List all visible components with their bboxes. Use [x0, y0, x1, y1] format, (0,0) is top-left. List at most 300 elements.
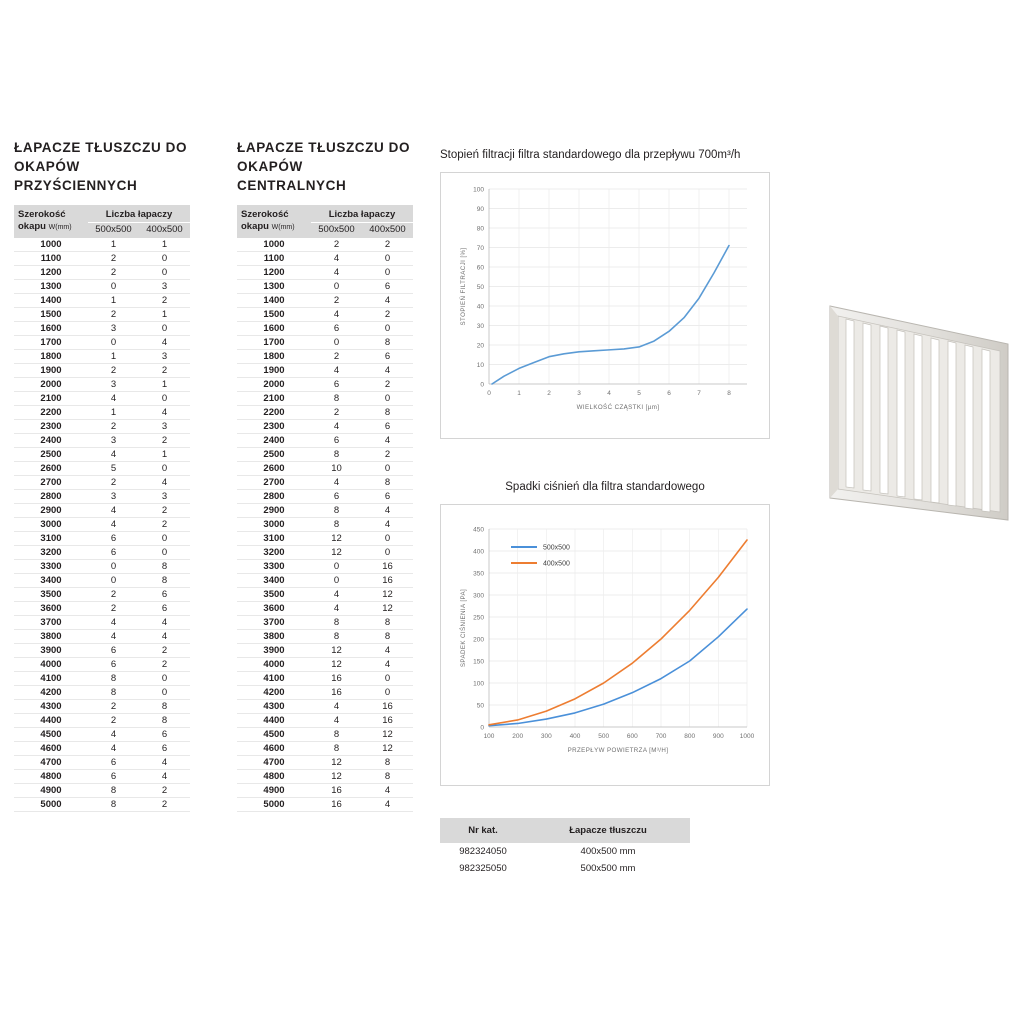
cell-400x500: 8: [362, 756, 413, 770]
cell-width: 3100: [14, 532, 88, 546]
cell-width: 1400: [14, 294, 88, 308]
y-tick-label: 250: [473, 614, 484, 622]
wall-hoods-table: [14, 205, 190, 812]
x-tick-label: 5: [637, 390, 641, 397]
table-row: [14, 308, 190, 322]
table-row: [14, 462, 190, 476]
cell-400x500: 4: [139, 336, 190, 350]
cell-400x500: 2: [139, 658, 190, 672]
cell-width: 4400: [14, 714, 88, 728]
cell-width: 4900: [14, 784, 88, 798]
cell-400x500: 2: [139, 518, 190, 532]
central-hoods-table: [237, 205, 413, 812]
cell-width: 3500: [237, 588, 311, 602]
cell-width: 2000: [237, 378, 311, 392]
cell-500x500: 1: [88, 238, 139, 252]
cell-500x500: 16: [311, 672, 362, 686]
table-row: [14, 658, 190, 672]
table-row: [14, 378, 190, 392]
cell-width: 4800: [237, 770, 311, 784]
cell-500x500: 0: [311, 574, 362, 588]
cell-400x500: 2: [139, 798, 190, 812]
cell-width: 2700: [237, 476, 311, 490]
table-row: [237, 420, 413, 434]
x-tick-label: 7: [697, 390, 701, 397]
cell-400x500: 16: [362, 714, 413, 728]
cell-500x500: 2: [311, 238, 362, 252]
cell-width: 4800: [14, 770, 88, 784]
cell-500x500: 10: [311, 462, 362, 476]
cell-500x500: 16: [311, 798, 362, 812]
table-row: [14, 252, 190, 266]
y-tick-label: 0: [480, 381, 484, 389]
cell-500x500: 6: [311, 434, 362, 448]
cell-500x500: 8: [88, 784, 139, 798]
table-row: [237, 490, 413, 504]
x-tick-label: 400: [569, 733, 581, 740]
legend-label: 500x500: [543, 544, 570, 552]
cell-500x500: 1: [88, 294, 139, 308]
cell-width: 4200: [14, 686, 88, 700]
table-row: [14, 504, 190, 518]
cell-500x500: 4: [311, 714, 362, 728]
y-tick-label: 100: [473, 680, 484, 688]
cell-400x500: 2: [139, 504, 190, 518]
cell-500x500: 12: [311, 770, 362, 784]
table-row: [237, 434, 413, 448]
table-row: [237, 574, 413, 588]
table-row: [237, 770, 413, 784]
cell-500x500: 4: [311, 364, 362, 378]
cell-400x500: 6: [139, 728, 190, 742]
cell-400x500: 2: [362, 378, 413, 392]
wall-hoods-table-block: [14, 138, 190, 812]
y-tick-label: 80: [476, 225, 484, 233]
cell-width: 2800: [237, 490, 311, 504]
cell-500x500: 16: [311, 784, 362, 798]
cell-width: 1100: [14, 252, 88, 266]
cell-400x500: 8: [139, 714, 190, 728]
cell-400x500: 6: [362, 280, 413, 294]
pressure-drop-chart-title: Spadki ciśnień dla filtra standardowego: [505, 481, 705, 493]
cell-width: 1900: [237, 364, 311, 378]
cell-500x500: 3: [88, 378, 139, 392]
cell-500x500: 4: [88, 616, 139, 630]
cell-400x500: 8: [362, 476, 413, 490]
cell-500x500: 4: [88, 448, 139, 462]
cell-width: 1500: [14, 308, 88, 322]
cell-width: 4000: [14, 658, 88, 672]
y-tick-label: 400: [473, 548, 484, 556]
catalogue-code: 982325050: [459, 863, 507, 874]
table-row: [14, 588, 190, 602]
cell-400x500: 0: [139, 322, 190, 336]
cell-width: 3800: [237, 630, 311, 644]
cell-500x500: 2: [88, 252, 139, 266]
table-row: [237, 742, 413, 756]
y-tick-label: 450: [473, 526, 484, 534]
table-row: [237, 518, 413, 532]
x-tick-label: 1: [517, 390, 521, 397]
y-tick-label: 200: [473, 636, 484, 644]
central-header-width-sub: W(mm): [271, 224, 295, 231]
cell-500x500: 8: [311, 448, 362, 462]
cell-400x500: 16: [362, 560, 413, 574]
cell-width: 3800: [14, 630, 88, 644]
cell-500x500: 6: [88, 756, 139, 770]
cell-width: 3400: [237, 574, 311, 588]
cell-width: 1600: [14, 322, 88, 336]
cell-500x500: 4: [311, 308, 362, 322]
cell-width: 1900: [14, 364, 88, 378]
cell-width: 4700: [237, 756, 311, 770]
table-row: [14, 532, 190, 546]
wall-header-width: [14, 205, 88, 238]
table-row: [237, 392, 413, 406]
cell-width: 2900: [14, 504, 88, 518]
cell-400x500: 4: [139, 756, 190, 770]
cell-500x500: 6: [311, 378, 362, 392]
cell-500x500: 0: [311, 560, 362, 574]
cell-500x500: 1: [88, 350, 139, 364]
cell-width: 1200: [14, 266, 88, 280]
wall-header-width-main: Szerokość okapu: [18, 209, 66, 232]
cell-width: 2500: [14, 448, 88, 462]
cell-width: 2300: [237, 420, 311, 434]
table-row: [14, 266, 190, 280]
cell-500x500: 0: [88, 574, 139, 588]
cell-400x500: 4: [362, 784, 413, 798]
cell-400x500: 0: [362, 392, 413, 406]
table-row: [14, 728, 190, 742]
cell-400x500: 8: [139, 560, 190, 574]
x-tick-label: 0: [487, 390, 491, 397]
y-tick-label: 150: [473, 658, 484, 666]
catalogue-header-name: Łapacze tłuszczu: [526, 818, 690, 843]
wall-header-width-sub: W(mm): [48, 224, 72, 231]
cell-400x500: 6: [139, 602, 190, 616]
cell-500x500: 6: [88, 644, 139, 658]
table-row: [14, 280, 190, 294]
cell-width: 4700: [14, 756, 88, 770]
cell-width: 3200: [237, 546, 311, 560]
x-tick-label: 1000: [739, 733, 755, 740]
y-tick-label: 60: [476, 264, 484, 272]
cell-width: 5000: [237, 798, 311, 812]
cell-500x500: 4: [311, 266, 362, 280]
table-row: [14, 700, 190, 714]
cell-500x500: 4: [88, 518, 139, 532]
cell-500x500: 2: [88, 588, 139, 602]
cell-500x500: 2: [88, 476, 139, 490]
cell-500x500: 6: [88, 532, 139, 546]
cell-500x500: 4: [88, 630, 139, 644]
table-row: [14, 364, 190, 378]
catalogue-table-body: [440, 843, 690, 877]
cell-400x500: 0: [139, 686, 190, 700]
series-line: [489, 540, 747, 725]
series-line: [492, 246, 729, 384]
cell-500x500: 4: [311, 602, 362, 616]
cell-500x500: 2: [88, 700, 139, 714]
cell-400x500: 4: [362, 364, 413, 378]
cell-400x500: 4: [362, 294, 413, 308]
cell-400x500: 1: [139, 238, 190, 252]
cell-width: 4000: [237, 658, 311, 672]
cell-500x500: 4: [311, 700, 362, 714]
central-header-width: [237, 205, 311, 238]
cell-400x500: 4: [139, 406, 190, 420]
cell-500x500: 8: [311, 630, 362, 644]
cell-400x500: 4: [362, 434, 413, 448]
table-row: [237, 588, 413, 602]
cell-width: 3700: [14, 616, 88, 630]
table-row: [237, 462, 413, 476]
table-row: [237, 238, 413, 252]
table-row: [14, 574, 190, 588]
table-row: [237, 714, 413, 728]
cell-400x500: 0: [362, 672, 413, 686]
cell-500x500: 2: [88, 420, 139, 434]
catalogue-size: 400x500 mm: [580, 846, 636, 857]
cell-400x500: 1: [139, 378, 190, 392]
cell-width: 2900: [237, 504, 311, 518]
cell-500x500: 8: [88, 798, 139, 812]
cell-500x500: 16: [311, 686, 362, 700]
x-tick-label: 300: [540, 733, 552, 740]
cell-width: 4100: [237, 672, 311, 686]
cell-400x500: 8: [362, 630, 413, 644]
table-row: [237, 294, 413, 308]
table-row: [14, 686, 190, 700]
x-tick-label: 700: [655, 733, 667, 740]
cell-400x500: 0: [362, 266, 413, 280]
cell-500x500: 2: [88, 602, 139, 616]
cell-width: 1000: [237, 238, 311, 252]
legend-label: 400x500: [543, 560, 570, 568]
table-row: [14, 322, 190, 336]
table-row: [14, 756, 190, 770]
central-header-500x500: 500x500: [311, 223, 362, 239]
cell-500x500: 4: [88, 504, 139, 518]
cell-500x500: 6: [88, 658, 139, 672]
cell-width: 2800: [14, 490, 88, 504]
cell-400x500: 0: [362, 546, 413, 560]
cell-400x500: 4: [139, 616, 190, 630]
table-row: [237, 602, 413, 616]
cell-width: 4500: [14, 728, 88, 742]
cell-width: 2000: [14, 378, 88, 392]
table-row: [14, 560, 190, 574]
table-row: [237, 280, 413, 294]
table-row: [237, 644, 413, 658]
cell-500x500: 8: [88, 686, 139, 700]
cell-400x500: 0: [139, 462, 190, 476]
y-tick-label: 10: [476, 362, 484, 369]
cell-400x500: 2: [139, 784, 190, 798]
cell-500x500: 0: [88, 560, 139, 574]
cell-width: 3900: [237, 644, 311, 658]
cell-width: 1700: [14, 336, 88, 350]
cell-width: 2200: [237, 406, 311, 420]
central-table-body: [237, 238, 413, 812]
catalogue-size: 500x500 mm: [580, 863, 636, 874]
cell-500x500: 5: [88, 462, 139, 476]
cell-400x500: 6: [362, 490, 413, 504]
central-hoods-title: ŁAPACZE TŁUSZCZU DO OKAPÓW CENTRALNYCH: [237, 140, 411, 193]
cell-width: 2100: [237, 392, 311, 406]
table-row: [14, 392, 190, 406]
cell-500x500: 12: [311, 644, 362, 658]
x-tick-label: 600: [626, 733, 638, 740]
catalogue-code: 982324050: [459, 846, 507, 857]
cell-400x500: 6: [362, 420, 413, 434]
cell-400x500: 2: [139, 644, 190, 658]
cell-400x500: 12: [362, 728, 413, 742]
cell-400x500: 2: [139, 294, 190, 308]
cell-400x500: 0: [362, 532, 413, 546]
table-row: [14, 546, 190, 560]
cell-400x500: 1: [139, 308, 190, 322]
table-row: [237, 336, 413, 350]
table-row: [237, 364, 413, 378]
x-axis-label: PRZEPŁYW POWIETRZA [M³/H]: [567, 747, 669, 754]
cell-500x500: 12: [311, 546, 362, 560]
table-row: [14, 336, 190, 350]
cell-400x500: 0: [139, 252, 190, 266]
cell-500x500: 2: [88, 714, 139, 728]
table-row: [237, 616, 413, 630]
cell-500x500: 8: [311, 504, 362, 518]
cell-width: 3600: [14, 602, 88, 616]
cell-500x500: 0: [88, 336, 139, 350]
cell-400x500: 4: [362, 518, 413, 532]
cell-500x500: 2: [311, 350, 362, 364]
table-row: [14, 406, 190, 420]
cell-width: 2500: [237, 448, 311, 462]
wall-header-group: Liczba łapaczy: [88, 205, 190, 223]
table-row: [14, 672, 190, 686]
catalogue-row: [440, 860, 690, 877]
cell-400x500: 8: [362, 336, 413, 350]
cell-width: 1800: [14, 350, 88, 364]
x-tick-label: 6: [667, 390, 671, 397]
wall-header-500x500: 500x500: [88, 223, 139, 239]
cell-500x500: 8: [311, 616, 362, 630]
cell-500x500: 8: [311, 742, 362, 756]
cell-400x500: 0: [362, 322, 413, 336]
cell-width: 4400: [237, 714, 311, 728]
cell-400x500: 8: [139, 700, 190, 714]
table-row: [14, 238, 190, 252]
cell-500x500: 8: [88, 672, 139, 686]
wall-table-body: [14, 238, 190, 812]
cell-400x500: 12: [362, 602, 413, 616]
catalogue-row: [440, 843, 690, 860]
catalogue-table: [440, 818, 690, 877]
pressure-drop-chart-box: [440, 504, 770, 786]
pressure-drop-chart: [440, 480, 770, 786]
cell-width: 2300: [14, 420, 88, 434]
table-row: [14, 798, 190, 812]
cell-width: 2200: [14, 406, 88, 420]
cell-400x500: 0: [139, 392, 190, 406]
cell-400x500: 8: [139, 574, 190, 588]
table-row: [14, 616, 190, 630]
cell-400x500: 0: [139, 546, 190, 560]
cell-400x500: 4: [362, 504, 413, 518]
cell-400x500: 16: [362, 700, 413, 714]
cell-500x500: 2: [88, 364, 139, 378]
cell-400x500: 0: [139, 672, 190, 686]
cell-400x500: 2: [362, 308, 413, 322]
cell-500x500: 6: [311, 490, 362, 504]
cell-width: 3500: [14, 588, 88, 602]
grease-filter-louvre-image: [818, 288, 1018, 538]
y-tick-label: 30: [476, 323, 484, 330]
table-row: [14, 434, 190, 448]
table-row: [14, 350, 190, 364]
cell-width: 3700: [237, 616, 311, 630]
x-tick-label: 2: [547, 390, 551, 397]
cell-width: 5000: [14, 798, 88, 812]
cell-500x500: 4: [311, 476, 362, 490]
cell-width: 4100: [14, 672, 88, 686]
table-row: [14, 294, 190, 308]
y-tick-label: 40: [476, 303, 484, 311]
cell-width: 2600: [14, 462, 88, 476]
x-tick-label: 100: [483, 733, 495, 740]
cell-400x500: 0: [362, 462, 413, 476]
cell-500x500: 4: [311, 252, 362, 266]
cell-width: 1000: [14, 238, 88, 252]
x-axis-label: WIELKOŚĆ CZĄSTKI [µm]: [576, 404, 660, 411]
table-row: [14, 784, 190, 798]
table-row: [14, 420, 190, 434]
cell-width: 2700: [14, 476, 88, 490]
table-row: [237, 630, 413, 644]
cell-400x500: 16: [362, 574, 413, 588]
cell-width: 4900: [237, 784, 311, 798]
cell-400x500: 3: [139, 350, 190, 364]
cell-width: 3100: [237, 532, 311, 546]
table-row: [237, 252, 413, 266]
cell-width: 3300: [237, 560, 311, 574]
filtration-chart-box: [440, 172, 770, 439]
y-axis-label: STOPIEŃ FILTRACJI [%]: [460, 247, 467, 326]
table-row: [237, 784, 413, 798]
cell-500x500: 4: [311, 420, 362, 434]
wall-hoods-title: ŁAPACZE TŁUSZCZU DO OKAPÓW PRZYŚCIENNYCH: [14, 140, 188, 193]
cell-width: 1100: [237, 252, 311, 266]
table-row: [237, 308, 413, 322]
table-row: [237, 322, 413, 336]
table-row: [237, 700, 413, 714]
table-row: [237, 406, 413, 420]
filtration-chart: [440, 148, 770, 439]
cell-width: 1400: [237, 294, 311, 308]
cell-400x500: 8: [362, 406, 413, 420]
cell-500x500: 2: [311, 294, 362, 308]
cell-400x500: 0: [362, 686, 413, 700]
cell-width: 4600: [237, 742, 311, 756]
catalogue-header-code: Nr kat.: [440, 818, 526, 843]
x-tick-label: 900: [712, 733, 724, 740]
cell-400x500: 2: [139, 434, 190, 448]
cell-width: 3200: [14, 546, 88, 560]
cell-500x500: 6: [311, 322, 362, 336]
table-row: [14, 644, 190, 658]
